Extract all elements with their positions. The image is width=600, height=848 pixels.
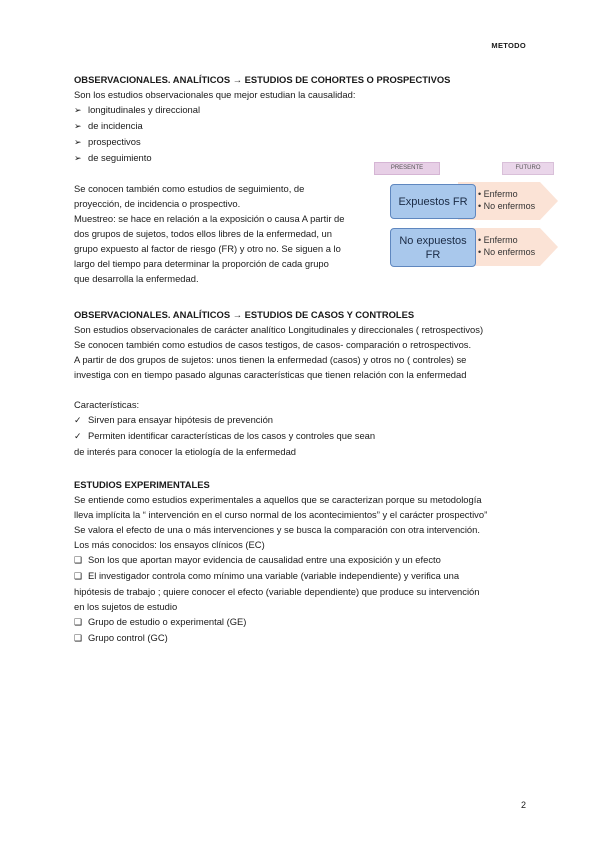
cohortes-paragraph — [74, 181, 374, 286]
exposed-group-box: Expuestos FR — [390, 184, 476, 219]
paragraph-line: Los más conocidos: los ensayos clínicos (EC) — [74, 539, 265, 550]
paragraph-line: Se conocen también como estudios de casos testigos, de casos- comparación o retrospectivos. — [74, 339, 472, 350]
section-cohortes — [74, 72, 526, 166]
arrow-bullet-icon: ➢ — [74, 121, 82, 131]
list-item: ❑ Son los que aportan mayor evidencia de causalidad entre una exposición y un efecto — [74, 552, 534, 568]
paragraph-line: largo del tiempo para determinar la proporción de cada grupo — [74, 258, 329, 269]
list-item: ➢ longitudinales y direccional — [74, 102, 526, 118]
paragraph-line: Se valora el efecto de una o más intervenciones y se busca la comparación con otra intervención. — [74, 524, 480, 535]
paragraph-line: que desarrolla la enfermedad. — [74, 273, 199, 284]
list-item: ❑ Grupo de estudio o experimental (GE) — [74, 614, 534, 630]
paragraph-line: lleva implícita la “ intervención en el curso normal de los acontecimientos” y el carácter prospectivo” — [74, 509, 488, 520]
section-title: ESTUDIOS EXPERIMENTALES — [74, 479, 210, 490]
future-label: FUTURO — [502, 162, 554, 175]
paragraph-line: de interés para conocer la etiología de la enfermedad — [74, 446, 297, 457]
exposed-outcomes: • Enfermo • No enfermos — [478, 189, 536, 211]
paragraph-line: hipótesis de trabajo ; quiere conocer el efecto (variable dependiente) que produce su intervención — [74, 586, 480, 597]
section-casos-controles — [74, 307, 534, 459]
box-bullet-icon: ❑ — [74, 555, 83, 565]
list-item: ➢ prospectivos — [74, 134, 526, 150]
list-item: ❑ El investigador controla como mínimo una variable (variable independiente) y verifica una — [74, 568, 534, 584]
section-title: OBSERVACIONALES. ANALÍTICOS → ESTUDIOS DE CASOS Y CONTROLES — [74, 309, 415, 320]
intro-text: Son los estudios observacionales que mejor estudian la causalidad: — [74, 89, 356, 100]
paragraph-line: dos grupos de sujetos, todos ellos libres de la enfermedad, un — [74, 228, 332, 239]
paragraph-line: A partir de dos grupos de sujetos: unos tienen la enfermedad (casos) y otros no ( controles) se — [74, 354, 467, 365]
list-item: ✓ Sirven para ensayar hipótesis de prevención — [74, 412, 534, 428]
list-item: ➢ de incidencia — [74, 118, 526, 134]
page-number: 2 — [520, 800, 526, 810]
paragraph-line: investiga con en tiempo pasado algunas características que tienen relación con la enfermedad — [74, 369, 467, 380]
cohort-diagram — [374, 162, 564, 272]
paragraph-line: grupo expuesto al factor de riesgo (FR) y otro no. Se siguen a lo — [74, 243, 341, 254]
page-header: METODO — [491, 41, 526, 50]
section-experimentales — [74, 477, 534, 646]
unexposed-outcomes: • Enfermo • No enfermos — [478, 235, 536, 257]
list-item: ✓ Permiten identificar características de los casos y controles que sean — [74, 428, 534, 444]
paragraph-line: Son estudios observacionales de carácter analítico Longitudinales y direccionales ( retrospectivos) — [74, 324, 484, 335]
characteristics-label: Características: — [74, 399, 140, 410]
arrow-bullet-icon: ➢ — [74, 153, 82, 163]
box-bullet-icon: ❑ — [74, 617, 83, 627]
check-icon: ✓ — [74, 431, 82, 441]
paragraph-line: Se conocen también como estudios de seguimiento, de — [74, 183, 305, 194]
box-bullet-icon: ❑ — [74, 633, 83, 643]
paragraph-line: proyección, de incidencia o prospectivo. — [74, 198, 241, 209]
box-bullet-icon: ❑ — [74, 571, 83, 581]
present-label: PRESENTE — [374, 162, 440, 175]
unexposed-group-box: No expuestos FR — [390, 228, 476, 267]
paragraph-line: en los sujetos de estudio — [74, 601, 178, 612]
list-item: ❑ Grupo control (GC) — [74, 630, 534, 646]
list-item: ➢ de seguimiento — [74, 150, 526, 166]
arrow-bullet-icon: ➢ — [74, 137, 82, 147]
section-title: OBSERVACIONALES. ANALÍTICOS → ESTUDIOS DE COHORTES O PROSPECTIVOS — [74, 74, 451, 85]
arrow-bullet-icon: ➢ — [74, 105, 82, 115]
paragraph-line: Se entiende como estudios experimentales a aquellos que se caracterizan porque su metodología — [74, 494, 482, 505]
check-icon: ✓ — [74, 415, 82, 425]
paragraph-line: Muestreo: se hace en relación a la exposición o causa A partir de — [74, 213, 345, 224]
